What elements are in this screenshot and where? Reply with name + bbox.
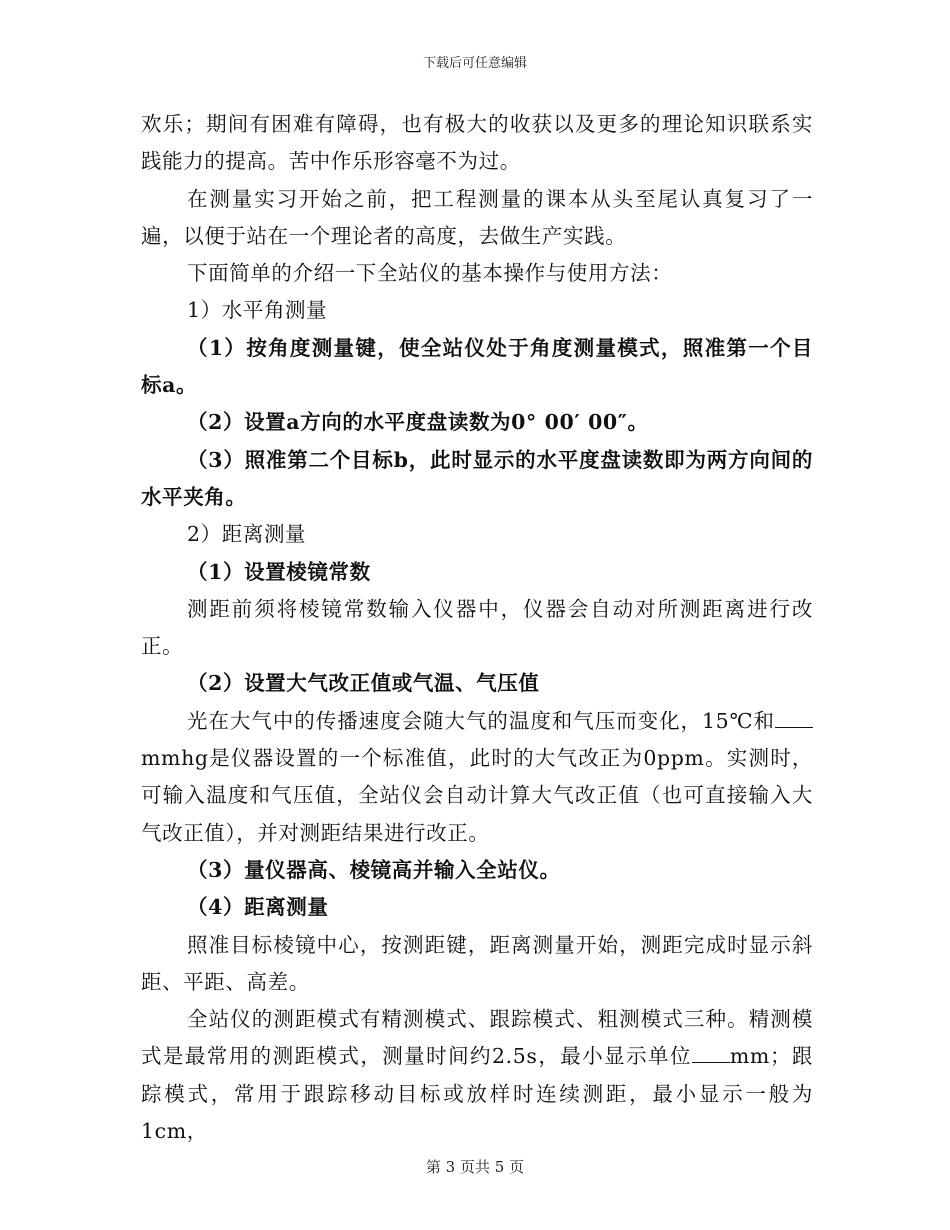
step-item: （2）设置a方向的水平度盘读数为0° 00′ 00″。 — [187, 410, 649, 435]
step-item: （1）设置棱镜常数 — [187, 559, 371, 584]
step-item: （1）按角度测量键，使全站仪处于角度测量模式，照准第一个目标a。 — [141, 335, 813, 398]
fill-blank — [775, 709, 813, 728]
paragraph-text: 全站仪的测距模式有精测模式、跟踪模式、粗测模式三种。精测模式是最常用的测距模式，测量时间约2.5s，最小显示单位 — [141, 1007, 813, 1069]
section-heading: 1）水平角测量 — [187, 298, 328, 323]
paragraph: 测距前须将棱镜常数输入仪器中，仪器会自动对所测距离进行改正。 — [141, 596, 813, 659]
page-header: 下载后可任意编辑 — [422, 56, 527, 71]
paragraph: 照准目标棱镜中心，按测距键，距离测量开始，测距完成时显示斜距、平距、高差。 — [141, 932, 813, 994]
paragraph-text: mmhg是仪器设置的一个标准值，此时的大气改正为0ppm。实测时，可输入温度和气压值，全站仪会自动计算大气改正值（也可直接输入大气改正值），并对测距结果进行改正。 — [141, 746, 813, 845]
step-item: （4）距离测量 — [187, 895, 329, 920]
paragraph: 欢乐；期间有困难有障碍，也有极大的收获以及更多的理论知识联系实践能力的提高。苦中作乐形容毫不为过。 — [141, 112, 813, 174]
document-body — [141, 106, 813, 1150]
paragraph-text: 光在大气中的传播速度会随大气的温度和气压而变化，15℃和 — [187, 708, 775, 733]
paragraph — [141, 1001, 813, 1150]
step-item: （3）照准第二个目标b，此时显示的水平度盘读数即为两方向间的水平夹角。 — [141, 447, 813, 509]
step-item: （3）量仪器高、棱镜高并输入全站仪。 — [187, 857, 561, 882]
paragraph — [141, 703, 813, 852]
paragraph: 下面简单的介绍一下全站仪的基本操作与使用方法： — [187, 261, 673, 286]
paragraph: 在测量实习开始之前，把工程测量的课本从头至尾认真复习了一遍，以便于站在一个理论者的高度，去做生产实践。 — [141, 186, 813, 248]
paragraph-text: mm；跟踪模式，常用于跟踪移动目标或放样时连续测距，最小显示一般为1cm， — [141, 1044, 814, 1144]
step-item: （2）设置大气改正值或气温、气压值 — [187, 671, 540, 696]
section-heading: 2）距离测量 — [187, 522, 307, 547]
page-footer: 第 3 页共 5 页 — [425, 1158, 525, 1176]
fill-blank — [692, 1044, 730, 1063]
